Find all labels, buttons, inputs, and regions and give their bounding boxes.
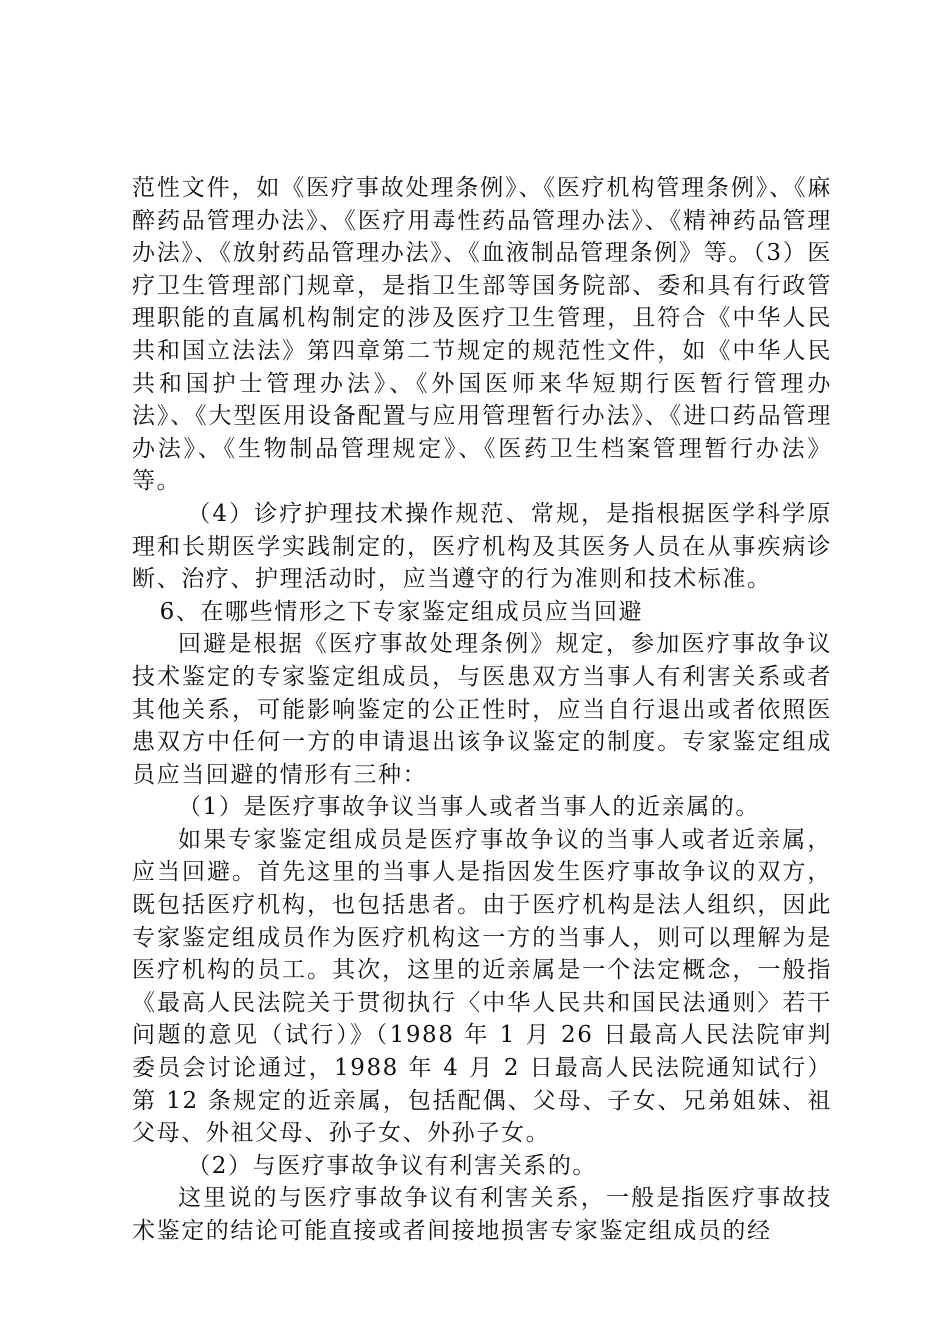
paragraph-recusal-definition: 回避是根据《医疗事故处理条例》规定，参加医疗事故争议技术鉴定的专家鉴定组成员，与医患双方当事人有利害关系或者其他关系，可能影响鉴定的公正性时，应当自行退出或者依照医患双方中任何一方的申请退出该争议鉴定的制度。专家鉴定组成员应当回避的情形有三种： (132, 631, 832, 788)
paragraph-regulations: 范性文件，如《医疗事故处理条例》、《医疗机构管理条例》、《麻醉药品管理办法》、《医疗用毒性药品管理办法》、《精神药品管理办法》、《放射药品管理办法》、《血液制品管理条例》等。（3）医疗卫生管理部门规章，是指卫生部等国务院部、委和具有行政管理职能的直属机构制定的涉及医疗卫生管理，且符合《中华人民共和国立法法》第四章第二节规定的规范性文件，如《中华人民共和国护士管理办法》、《外国医师来华短期行医暂行管理办法》、《大型医用设备配置与应用管理暂行办法》、《进口药品管理办法》、《生物制品管理规定》、《医药卫生档案管理暂行办法》等。 (132, 175, 832, 495)
paragraph-case-2-explanation: 这里说的与医疗事故争议有利害关系，一般是指医疗事故技术鉴定的结论可能直接或者间接地损害专家鉴定组成员的经 (132, 1185, 832, 1244)
section-heading-recusal: 6、在哪些情形之下专家鉴定组成员应当回避 (159, 598, 644, 625)
document-body (132, 172, 832, 1248)
paragraph-technical-norms: （4）诊疗护理技术操作规范、常规，是指根据医学科学原理和长期医学实践制定的，医疗机构及其医务人员在从事疾病诊断、治疗、护理活动时，应当遵守的行为准则和技术标准。 (132, 500, 832, 593)
paragraph-case-2: （2）与医疗事故争议有利害关系的。 (187, 1152, 598, 1179)
paragraph-case-1-explanation: 如果专家鉴定组成员是医疗事故争议的当事人或者近亲属，应当回避。首先这里的当事人是指因发生医疗事故争议的双方，既包括医疗机构，也包括患者。由于医疗机构是法人组织，因此专家鉴定组成员作为医疗机构这一方的当事人，则可以理解为是医疗机构的员工。其次，这里的近亲属是一个法定概念，一般指《最高人民法院关于贯彻执行〈中华人民共和国民法通则〉若干问题的意见（试行）》（1988 年 1 月 26 日最高人民法院审判委员会讨论通过，1988 年 4 月 2 日最高人民法院通知试行）第 12 条规定的近亲属，包括配偶、父母、子女、兄弟姐妹、祖父母、外祖父母、孙子女、外孙子女。 (132, 826, 832, 1147)
paragraph-case-1: （1）是医疗事故争议当事人或者当事人的近亲属的。 (178, 794, 761, 821)
